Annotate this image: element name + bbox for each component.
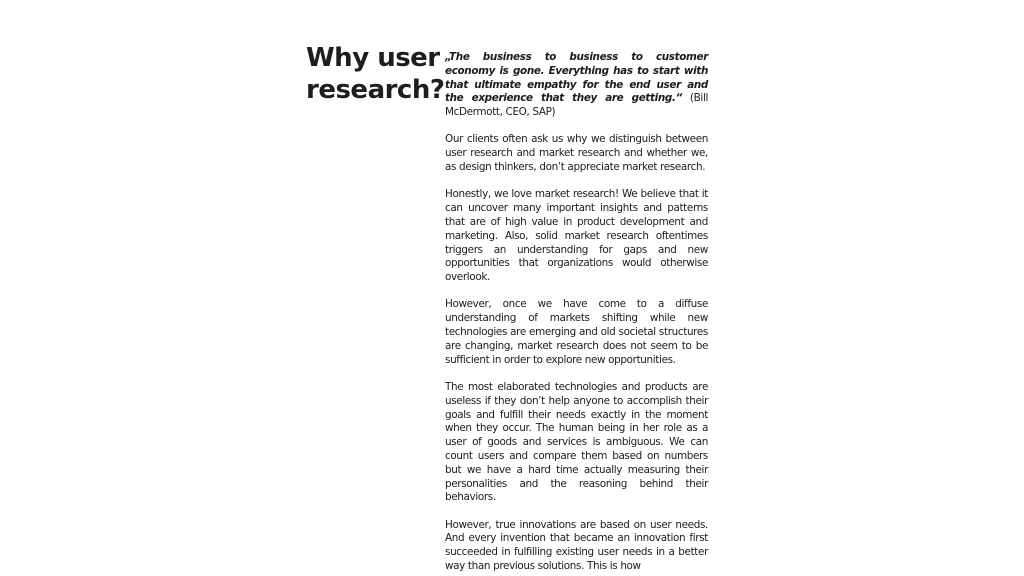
body-paragraph-3: However, once we have come to a diffuse understanding of markets shifting while new technologies are emerging and old societal structures are changing, market research does not seem to be sufficient in order to explore new opportunities. bbox=[445, 298, 708, 366]
body-paragraph-1: Our clients often ask us why we distinguish between user research and market research and whether we, as design thinkers, don’t appreciate market research. bbox=[445, 133, 708, 174]
body-paragraph-5: However, true innovations are based on user needs. And every invention that became an innovation first succeeded in fulfilling existing user needs in a better way than previous solutions. This is how bbox=[445, 518, 708, 572]
quote-attribution: (Bill McDermott, CEO, SAP) bbox=[445, 92, 709, 119]
body-paragraph-4: The most elaborated technologies and products are useless if they don’t help anyone to accomplish their goals and fulfill their needs exactly in the moment when they occur. The human being in her role as a user of goods and services is ambiguous. We can count users and compare them based on numbers but we have a hard time actually measuring their personalities and the reasoning behind their behaviors. bbox=[445, 380, 708, 504]
page-title-line-1: Why user bbox=[306, 43, 440, 73]
page-title bbox=[306, 42, 445, 106]
quote-text: „The business to business to customer economy is gone. Everything has to start with that ultimate empathy for the end user and the experience that they are getting.“ bbox=[445, 51, 708, 105]
body-paragraph-2: Honestly, we love market research! We believe that it can uncover many important insights and patterns that are of high value in product development and marketing. Also, solid market research oftentimes triggers an understanding for gaps and new opportunities that organizations would otherwise overlook. bbox=[445, 188, 708, 284]
body-text-column bbox=[445, 51, 708, 576]
quote-paragraph bbox=[445, 51, 708, 120]
page-title-line-2: research? bbox=[306, 75, 445, 105]
